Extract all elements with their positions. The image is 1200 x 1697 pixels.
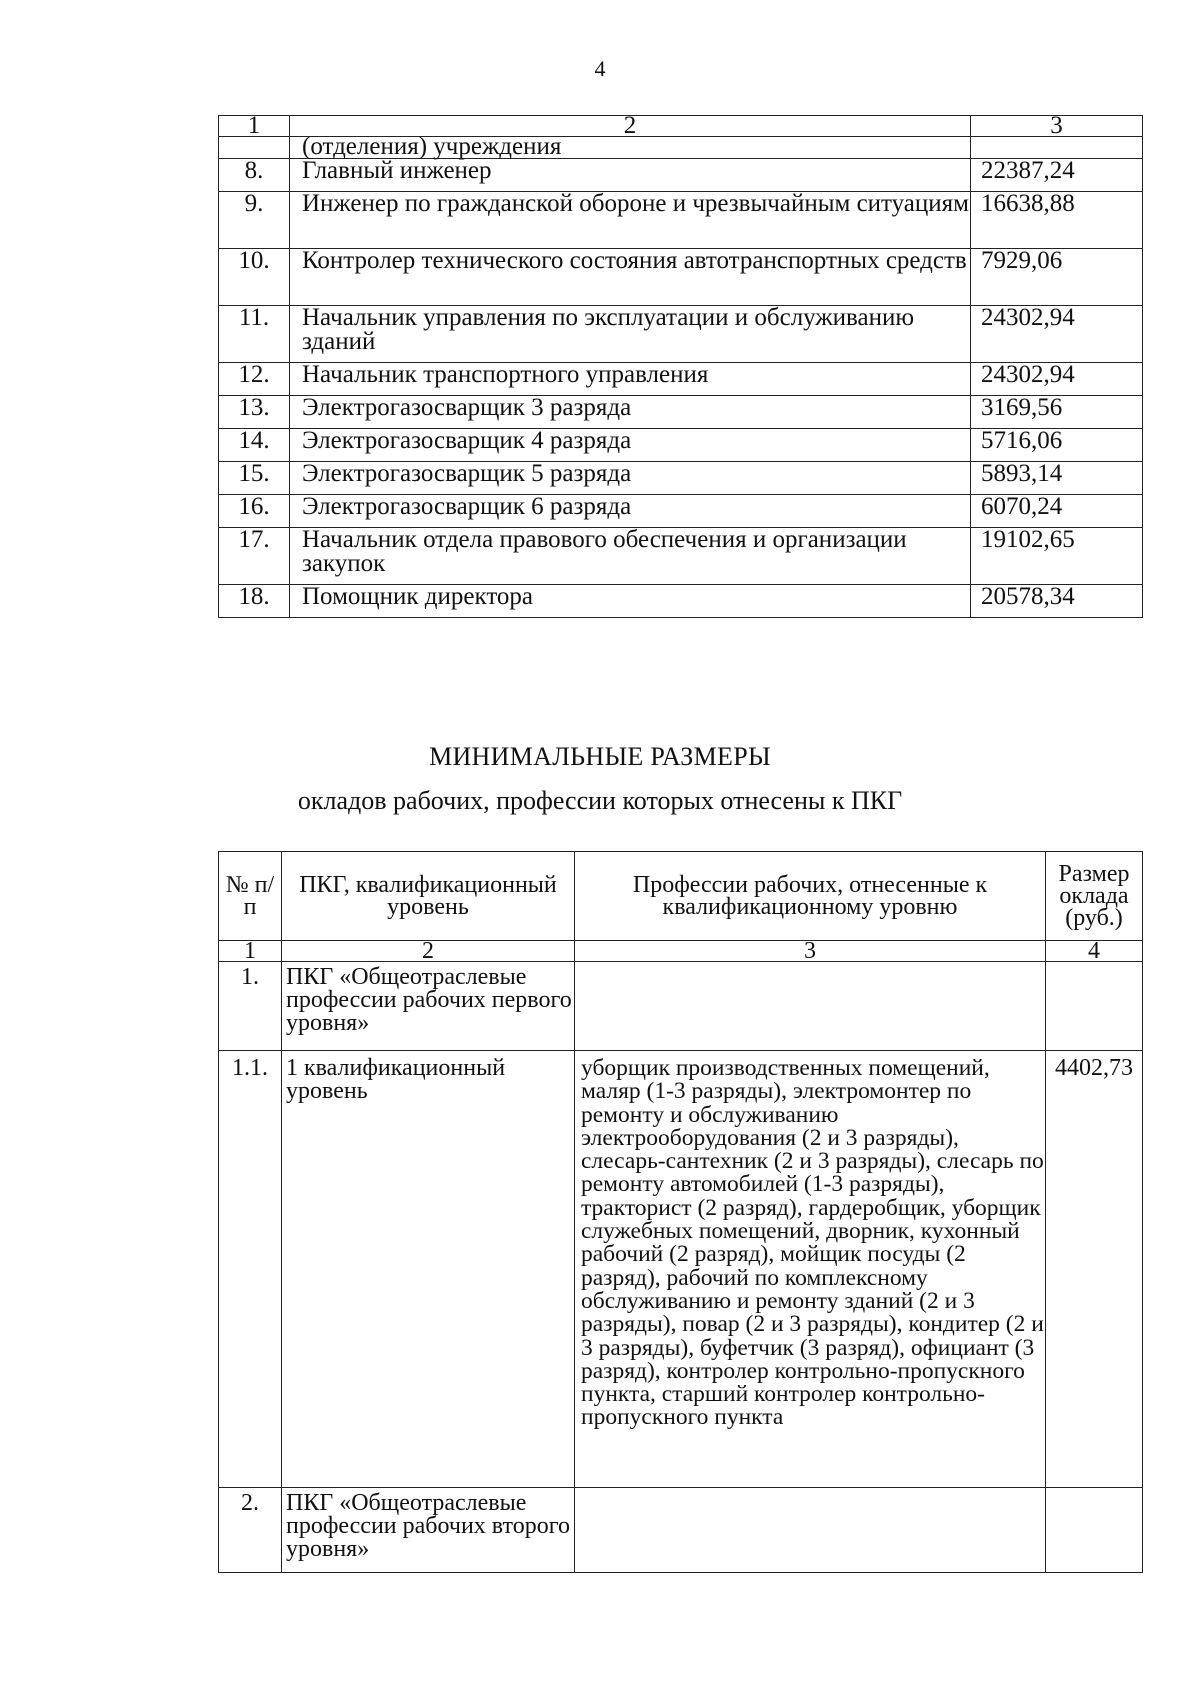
salary-value — [1046, 962, 1143, 1051]
pkg-name: ПКГ «Общеотраслевые профессии рабочих первого уровня» — [282, 962, 575, 1051]
column-number-3: 3 — [971, 116, 1143, 137]
table-row — [219, 429, 1143, 462]
table-header-row — [219, 852, 1143, 941]
professions-list — [575, 962, 1046, 1051]
page-number: 4 — [594, 56, 606, 81]
table-row — [219, 159, 1143, 192]
pkg-name: ПКГ «Общеотраслевые профессии рабочих второго уровня» — [282, 1488, 575, 1573]
table-row — [219, 1051, 1143, 1488]
salary-value: 5716,06 — [971, 429, 1143, 462]
row-number — [219, 137, 290, 159]
row-number: 16. — [219, 495, 290, 528]
salary-value: 5893,14 — [971, 462, 1143, 495]
row-number: 1.1. — [219, 1051, 282, 1488]
section-title: МИНИМАЛЬНЫЕ РАЗМЕРЫ — [429, 742, 771, 771]
column-number-2: 2 — [282, 941, 575, 962]
table-row — [219, 528, 1143, 585]
column-numbers-row — [219, 941, 1143, 962]
table-row — [219, 1488, 1143, 1573]
row-number: 8. — [219, 159, 290, 192]
table-row — [219, 462, 1143, 495]
table-row — [219, 585, 1143, 618]
position-name: Помощник директора — [290, 585, 971, 618]
position-name: Начальник управления по эксплуатации и обслуживанию зданий — [290, 306, 971, 363]
table-row — [219, 192, 1143, 249]
row-number: 11. — [219, 306, 290, 363]
table-row — [219, 962, 1143, 1051]
column-number-1: 1 — [219, 116, 290, 137]
salary-value: 7929,06 — [971, 249, 1143, 306]
section-subtitle: окладов рабочих, профессии которых отнесены к ПКГ — [297, 786, 903, 815]
position-name: Главный инженер — [290, 159, 971, 192]
table-row — [219, 249, 1143, 306]
row-number: 10. — [219, 249, 290, 306]
salary-value: 19102,65 — [971, 528, 1143, 585]
position-name: Электрогазосварщик 6 разряда — [290, 495, 971, 528]
column-number-1: 1 — [219, 941, 282, 962]
row-number: 2. — [219, 1488, 282, 1573]
row-number: 1. — [219, 962, 282, 1051]
table-row-continuation — [219, 137, 1143, 159]
header-professions: Профессии рабочих, отнесенные к квалификационному уровню — [575, 852, 1046, 941]
salary-value: 22387,24 — [971, 159, 1143, 192]
header-number: № п/п — [219, 852, 282, 941]
row-number: 9. — [219, 192, 290, 249]
column-number-4: 4 — [1046, 941, 1143, 962]
row-number: 18. — [219, 585, 290, 618]
column-number-3: 3 — [575, 941, 1046, 962]
salary-value: 4402,73 — [1046, 1051, 1143, 1488]
salary-value: 3169,56 — [971, 396, 1143, 429]
salary-value: 20578,34 — [971, 585, 1143, 618]
workers-salary-table — [218, 851, 1143, 1573]
salary-value — [971, 137, 1143, 159]
position-name: Электрогазосварщик 3 разряда — [290, 396, 971, 429]
salary-value: 24302,94 — [971, 363, 1143, 396]
row-number: 17. — [219, 528, 290, 585]
positions-salary-table — [218, 112, 1143, 618]
table-row — [219, 363, 1143, 396]
salary-value: 24302,94 — [971, 306, 1143, 363]
position-name: Электрогазосварщик 4 разряда — [290, 429, 971, 462]
column-number-2: 2 — [290, 116, 971, 137]
header-pkg: ПКГ, квалификационный уровень — [282, 852, 575, 941]
row-number: 15. — [219, 462, 290, 495]
professions-list — [575, 1488, 1046, 1573]
professions-list: уборщик производственных помещений, маляр (1-3 разряды), электромонтер по ремонту и обслуживанию электрооборудования (2 и 3 разряды), слесарь-сантехник (2 и 3 разряды), слесарь по ремонту автомобилей (1-3 разряды), тракторист (2 разряд), гардеробщик, уборщик служебных помещений, дворник, кухонный рабочий (2 разряд), мойщик посуды (2 разряд), рабочий по комплексному обслуживанию и ремонту зданий (2 и 3 разряды), повар (2 и 3 разряды), кондитер (2 и 3 разряды), буфетчик (3 разряд), официант (3 разряд), контролер контрольно-пропускного пункта, старший контролер контрольно-пропускного пункта — [575, 1051, 1046, 1488]
pkg-name: 1 квалификационный уровень — [282, 1051, 575, 1488]
row-number: 14. — [219, 429, 290, 462]
header-salary: Размер оклада (руб.) — [1046, 852, 1143, 941]
position-name: Инженер по гражданской обороне и чрезвычайным ситуациям — [290, 192, 971, 249]
table-row — [219, 495, 1143, 528]
salary-value: 16638,88 — [971, 192, 1143, 249]
table-row — [219, 306, 1143, 363]
position-name: Электрогазосварщик 5 разряда — [290, 462, 971, 495]
salary-value — [1046, 1488, 1143, 1573]
position-name: Начальник отдела правового обеспечения и организации закупок — [290, 528, 971, 585]
row-number: 13. — [219, 396, 290, 429]
table-row — [219, 396, 1143, 429]
row-number: 12. — [219, 363, 290, 396]
position-name: Начальник транспортного управления — [290, 363, 971, 396]
position-name: Контролер технического состояния автотранспортных средств — [290, 249, 971, 306]
position-name: (отделения) учреждения — [290, 137, 971, 159]
salary-value: 6070,24 — [971, 495, 1143, 528]
